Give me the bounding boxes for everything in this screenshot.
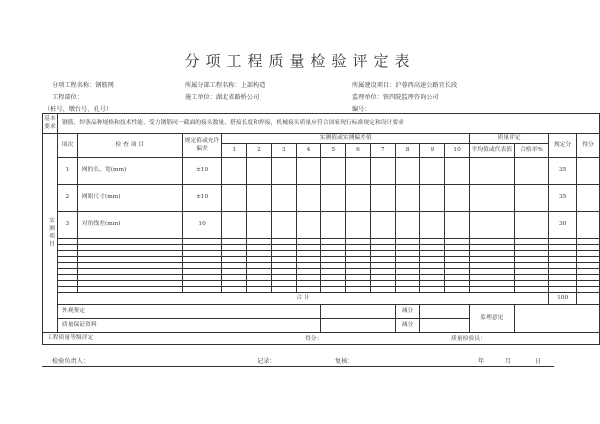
number-label: 编号： [352, 106, 371, 113]
score-cell[interactable] [577, 185, 600, 212]
requirements-row [43, 114, 600, 134]
grade-inspector: 质量检验员： [451, 336, 486, 342]
grade-score: 得分： [305, 336, 323, 342]
pass-rate-cell[interactable] [514, 212, 549, 239]
measure-cell[interactable] [420, 212, 445, 239]
measure-cell[interactable] [346, 158, 371, 185]
point-number: 7 [370, 144, 395, 158]
row-max-score: 35 [549, 185, 577, 212]
checker-label: 检验负责人： [52, 358, 90, 365]
measure-cell[interactable] [445, 212, 470, 239]
point-number: 1 [222, 144, 247, 158]
row-spec: ±10 [182, 185, 222, 212]
inspection-table [42, 113, 600, 345]
appearance-deduct-value[interactable] [420, 305, 470, 319]
point-number: 6 [346, 144, 371, 158]
pile-label: （桩号、墩台号、孔号） [44, 106, 113, 113]
month-label: 月 [505, 358, 512, 365]
point-number: 9 [420, 144, 445, 158]
average-cell[interactable] [469, 158, 514, 185]
total-value: 100 [549, 293, 577, 305]
review-value[interactable] [514, 305, 599, 333]
col-average: 平均值或代表值 [469, 144, 514, 158]
average-cell[interactable] [469, 185, 514, 212]
pass-rate-cell[interactable] [514, 158, 549, 185]
row-no: 2 [57, 185, 77, 212]
review-label: 监理意见 [469, 305, 514, 333]
measure-cell[interactable] [296, 158, 321, 185]
measure-cell[interactable] [321, 212, 346, 239]
measure-cell[interactable] [296, 212, 321, 239]
row-no: 1 [57, 158, 77, 185]
documents-label: 质量保证资料 [57, 319, 321, 333]
row-item: 对角线差(mm) [77, 212, 182, 239]
signature-line [42, 366, 554, 367]
point-number: 8 [395, 144, 420, 158]
col-check-item: 检 查 项 目 [77, 134, 182, 158]
measure-cell[interactable] [370, 212, 395, 239]
col-spec: 规定值或允许偏差 [182, 134, 222, 158]
score-cell[interactable] [577, 212, 600, 239]
measure-cell[interactable] [445, 185, 470, 212]
measure-cell[interactable] [370, 185, 395, 212]
item-name: 分项工程名称：钢筋网 [52, 82, 114, 89]
measure-cell[interactable] [222, 212, 247, 239]
documents-blank[interactable] [321, 319, 395, 333]
signature-row [0, 356, 600, 366]
point-number: 4 [296, 144, 321, 158]
documents-deduct: 减分 [395, 319, 420, 333]
measure-cell[interactable] [321, 185, 346, 212]
measure-cell[interactable] [271, 185, 296, 212]
point-number: 10 [445, 144, 470, 158]
appearance-label: 外观鉴定 [57, 305, 321, 319]
documents-deduct-value[interactable] [420, 319, 470, 333]
reviewer-label: 复核： [335, 358, 354, 365]
appearance-blank[interactable] [321, 305, 395, 319]
parent-project: 所属分部工程名称：上部构造 [185, 82, 266, 89]
measure-cell[interactable] [222, 158, 247, 185]
measure-cell[interactable] [247, 185, 272, 212]
construction-project: 所属建设项目：沪蓉西高速公路宜长段 [352, 82, 458, 89]
measure-cell[interactable] [271, 212, 296, 239]
measure-cell[interactable] [395, 185, 420, 212]
measure-cell[interactable] [271, 158, 296, 185]
page-title: 分项工程质量检验评定表 [184, 52, 416, 70]
row-spec: 10 [182, 212, 222, 239]
recorder-label: 记录： [257, 358, 276, 365]
measure-cell[interactable] [321, 158, 346, 185]
measure-cell[interactable] [247, 212, 272, 239]
total-label: 合 计 [57, 293, 548, 305]
header-row-top [43, 134, 600, 144]
row-max-score: 30 [549, 212, 577, 239]
total-row [43, 293, 600, 305]
measure-cell[interactable] [222, 185, 247, 212]
measure-cell[interactable] [370, 158, 395, 185]
total-score[interactable] [577, 293, 600, 305]
row-no: 3 [57, 212, 77, 239]
row-item: 网的长、宽(mm) [77, 158, 182, 185]
measure-cell[interactable] [395, 212, 420, 239]
row-item: 网眼尺寸(mm) [77, 185, 182, 212]
score-cell[interactable] [577, 158, 600, 185]
col-quality: 质量评定 [469, 134, 548, 144]
measure-cell[interactable] [395, 158, 420, 185]
point-number: 3 [271, 144, 296, 158]
measure-cell[interactable] [420, 158, 445, 185]
section-label: 实测项目 [43, 134, 58, 333]
table-row [43, 212, 600, 239]
pass-rate-cell[interactable] [514, 185, 549, 212]
row-spec: ±10 [182, 158, 222, 185]
point-number: 2 [247, 144, 272, 158]
measure-cell[interactable] [346, 212, 371, 239]
col-item-no: 项次 [57, 134, 77, 158]
measure-cell[interactable] [346, 185, 371, 212]
col-measured: 实测值或实测偏差值 [222, 134, 470, 144]
table-row [43, 158, 600, 185]
point-number: 5 [321, 144, 346, 158]
appearance-row [43, 305, 600, 319]
requirements-text: 钢筋、焊条品种规格和技术性能、受力钢筋同一截面的接头数量、搭接长度和焊接，机械接头质量应符合国家现行标准规定和设计要求 [57, 114, 599, 134]
measure-cell[interactable] [296, 185, 321, 212]
measure-cell[interactable] [420, 185, 445, 212]
row-max-score: 35 [549, 158, 577, 185]
col-pass-rate: 合格率% [514, 144, 549, 158]
measure-cell[interactable] [247, 158, 272, 185]
grade-row [43, 333, 600, 345]
average-cell[interactable] [469, 212, 514, 239]
day-label: 日 [535, 358, 542, 365]
appearance-deduct: 减分 [395, 305, 420, 319]
col-max-score: 规定分 [549, 134, 577, 158]
contractor: 施工单位：湖北省路桥公司 [185, 94, 260, 101]
table-row [43, 185, 600, 212]
grade-label: 工程质量等级评定 [47, 334, 94, 341]
year-label: 年 [478, 358, 485, 365]
supervisor: 监理单位：铁四院监理咨询公司 [352, 94, 439, 101]
col-score: 得分 [577, 134, 600, 158]
measure-cell[interactable] [445, 158, 470, 185]
requirements-label: 基本要求 [43, 114, 58, 134]
site-label: 工程部位： [52, 94, 83, 101]
